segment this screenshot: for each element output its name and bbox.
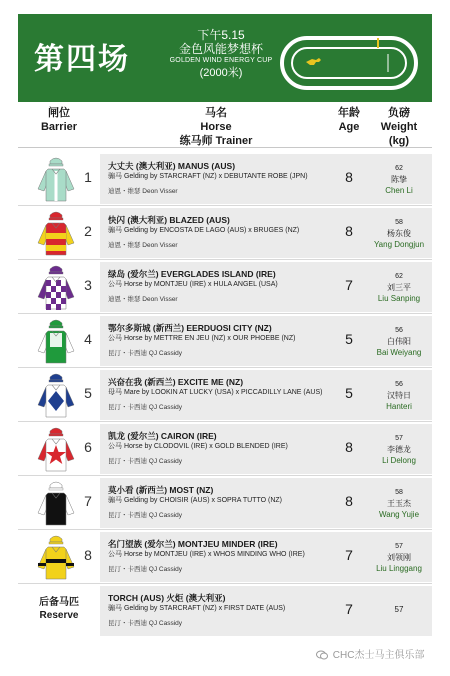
horse-header-en: Horse [200, 121, 232, 133]
horse-weight [366, 541, 432, 574]
horse-breeding: 公马 Horse by CLODOVIL (IRE) x GOLD BLENDED (IRE) [108, 443, 288, 450]
jockey-name-cn: 汉特日 [387, 391, 411, 400]
age-header-en: Age [338, 121, 360, 133]
horse-trainer: 昆汀・卡西迪 QJ Cassidy [108, 350, 183, 357]
reserve-label [18, 596, 100, 622]
runner-row [18, 476, 432, 530]
barrier-number: 2 [84, 223, 92, 239]
horse-trainer: 迪恩・维瑟 Deon Visser [108, 242, 178, 249]
horse-trainer: 昆汀・卡西迪 QJ Cassidy [108, 566, 183, 573]
barrier-number: 1 [84, 169, 92, 185]
jockey-name-en: Wang Yujie [378, 510, 420, 519]
horse-breeding: 母马 Mare by LOOKIN AT LUCKY (USA) x PICCADILLY LANE (AUS) [108, 389, 323, 396]
horse-trainer: 迪恩・维瑟 Deon Visser [108, 296, 178, 303]
race-info [146, 28, 296, 80]
watermark [316, 646, 424, 661]
horse-weight [366, 325, 432, 358]
barrier-number: 8 [84, 547, 92, 563]
watermark-text: CHC杰士马主俱乐部 [332, 650, 425, 661]
jockey-name-en: Liu Linggang [376, 564, 422, 573]
runner-row [18, 260, 432, 314]
weight-value: 57 [394, 605, 404, 614]
weight-value: 62 [395, 273, 403, 280]
weight-value: 56 [395, 381, 403, 388]
race-title: 第四场 [34, 42, 130, 77]
horse-age: 8 [345, 439, 353, 455]
horse-weight [366, 217, 432, 250]
horse-breeding: 骟马 Gelding by ENCOSTA DE LAGO (AUS) x BRUGES (NZ) [108, 227, 300, 234]
jockey-silk-icon [36, 479, 76, 527]
horse-header-cn: 马名 [205, 107, 227, 119]
horse-breeding: 骟马 Gelding by STARCRAFT (NZ) x DEBUTANTE ROBE (JPN) [108, 173, 308, 180]
race-time: 下午5.15 [197, 28, 245, 42]
jockey-name-cn: 李德龙 [387, 445, 411, 454]
horse-trainer: 昆汀・卡西迪 QJ Cassidy [108, 404, 183, 411]
horse-trainer: 昆汀・卡西迪 QJ Cassidy [108, 512, 183, 519]
runner-row [18, 368, 432, 422]
jockey-name-cn: 杨东俊 [387, 229, 411, 238]
barrier-header [18, 106, 100, 134]
barrier-number: 4 [84, 331, 92, 347]
jockey-name-en: Yang Dongjun [373, 240, 425, 249]
jockey-name-cn: 白伟阳 [387, 337, 411, 346]
runner-row [18, 206, 432, 260]
table-header [18, 102, 432, 148]
weight-header [366, 106, 432, 148]
horse-breeding: 骟马 Gelding by CHOISIR (AUS) x SOPRA TUTTO (NZ) [108, 497, 282, 504]
horse-weight [366, 433, 432, 466]
race-name-cn: 金色风能梦想杯 [178, 42, 263, 56]
reserve-row [18, 584, 432, 638]
barrier-header-cn: 闸位 [48, 107, 70, 119]
weight-value: 58 [395, 219, 403, 226]
horse-age: 7 [345, 547, 353, 563]
horse-weight [366, 487, 432, 520]
race-header [18, 14, 432, 102]
barrier-number: 3 [84, 277, 92, 293]
jockey-silk-icon [36, 317, 76, 365]
horse-age: 8 [345, 493, 353, 509]
jockey-name-en: Li Delong [382, 456, 416, 465]
age-header [332, 106, 366, 134]
jockey-silk-icon [36, 533, 76, 581]
track-map-icon [280, 34, 418, 92]
horse-name: TORCH (AUS) 火炬 (澳大利亚) [108, 593, 226, 603]
horse-trainer: 昆汀・卡西迪 QJ Cassidy [108, 458, 183, 465]
race-name-en: GOLDEN WIND ENERGY CUP [169, 57, 273, 64]
horse-age: 5 [345, 331, 353, 347]
age-header-cn: 年龄 [338, 107, 360, 119]
horse-trainer: 迪恩・维瑟 Deon Visser [108, 188, 178, 195]
runner-row [18, 422, 432, 476]
jockey-name-cn: 刘领刚 [387, 553, 411, 562]
jockey-silk-icon [36, 425, 76, 473]
horse-name: 快闪 (澳大利亚) BLAZED (AUS) [108, 215, 230, 225]
jockey-name-en: Liu Sanping [377, 294, 421, 303]
jockey-name-cn: 刘三平 [387, 283, 411, 292]
trainer-header: 练马师 Trainer [179, 135, 253, 147]
horse-weight [366, 271, 432, 304]
jockey-silk-icon [36, 155, 76, 203]
horse-age: 8 [345, 223, 353, 239]
weight-value: 57 [395, 543, 403, 550]
reserve-label-en: Reserve [39, 610, 79, 621]
horse-age: 5 [345, 385, 353, 401]
weight-value: 62 [395, 165, 403, 172]
horse-header [100, 106, 332, 148]
barrier-number: 6 [84, 439, 92, 455]
horse-trainer: 昆汀・卡西迪 QJ Cassidy [108, 620, 183, 627]
horse-name: 绿岛 (爱尔兰) EVERGLADES ISLAND (IRE) [108, 269, 276, 279]
horse-name: 鄂尔多斯城 (新西兰) EERDUOSI CITY (NZ) [108, 323, 272, 333]
barrier-header-en: Barrier [40, 121, 78, 133]
horse-breeding: 骟马 Gelding by STARCRAFT (NZ) x FIRST DATE (AUS) [108, 605, 286, 612]
runner-row [18, 314, 432, 368]
jockey-name-en: Chen Li [385, 186, 413, 195]
barrier-number: 7 [84, 493, 92, 509]
jockey-silk-icon [36, 371, 76, 419]
horse-weight [366, 604, 432, 615]
horse-weight [366, 379, 432, 412]
jockey-name-cn: 王玉杰 [387, 499, 411, 508]
race-distance: (2000米) [199, 67, 243, 79]
barrier-number: 5 [84, 385, 92, 401]
horse-name: 兴奋在我 (新西兰) EXCITE ME (NZ) [108, 377, 244, 387]
horse-weight [366, 163, 432, 196]
horse-age: 7 [345, 277, 353, 293]
runner-row [18, 530, 432, 584]
horse-name: 凯龙 (爱尔兰) CAIRON (IRE) [108, 431, 217, 441]
jockey-silk-icon [36, 209, 76, 257]
horse-name: 名门望族 (爱尔兰) MONTJEU MINDER (IRE) [108, 539, 278, 549]
horse-name: 大丈夫 (澳大利亚) MANUS (AUS) [108, 161, 236, 171]
weight-header-en: Weight [380, 121, 418, 133]
horse-breeding: 公马 Horse by MONTJEU (IRE) x WHOS MINDING WHO (IRE) [108, 551, 305, 558]
jockey-silk-icon [36, 263, 76, 311]
horse-name: 莫小看 (新西兰) MOST (NZ) [108, 485, 214, 495]
runner-row [18, 152, 432, 206]
jockey-name-cn: 陈挚 [391, 175, 407, 184]
weight-value: 56 [395, 327, 403, 334]
horse-breeding: 公马 Horse by MONTJEU (IRE) x HULA ANGEL (USA) [108, 281, 278, 288]
wechat-icon [316, 650, 328, 660]
jockey-name-en: Hanteri [386, 402, 412, 411]
weight-value: 57 [395, 435, 403, 442]
reserve-label-cn: 后备马匹 [39, 597, 79, 608]
weight-value: 58 [395, 489, 403, 496]
weight-header-cn: 负磅 [388, 107, 410, 119]
horse-breeding: 公马 Horse by METTRE EN JEU (NZ) x OUR PHOEBE (NZ) [108, 335, 296, 342]
weight-header-unit: (kg) [388, 135, 410, 147]
horse-age: 8 [345, 169, 353, 185]
jockey-name-en: Bai Weiyang [376, 348, 422, 357]
horse-age: 7 [345, 601, 353, 617]
